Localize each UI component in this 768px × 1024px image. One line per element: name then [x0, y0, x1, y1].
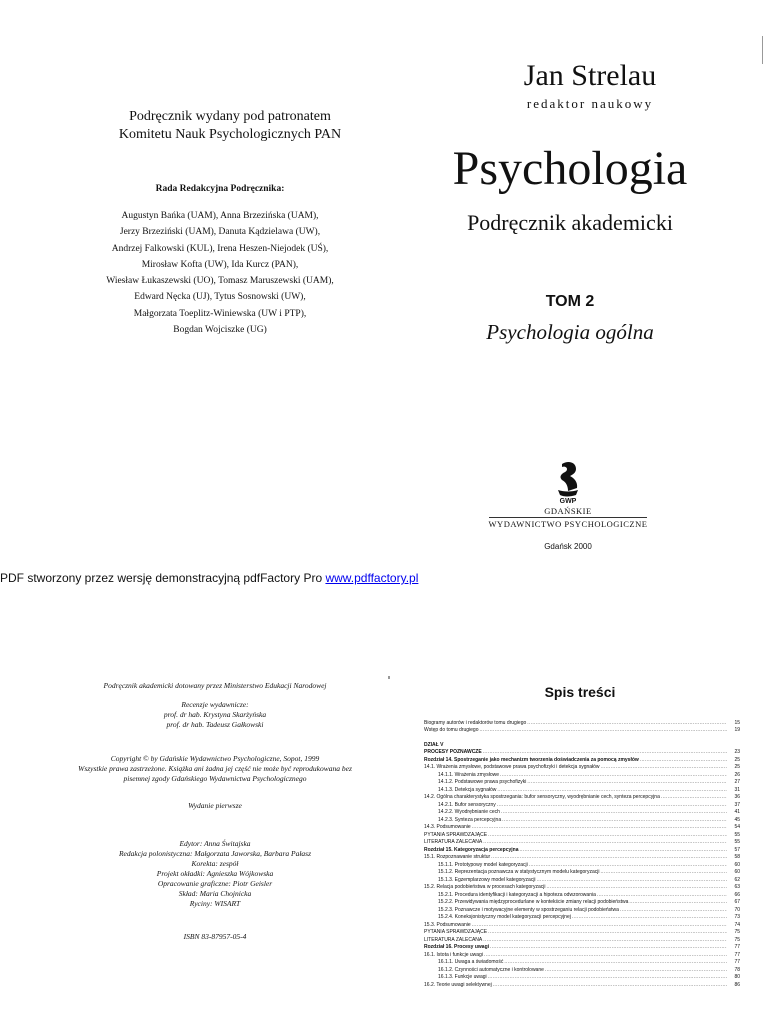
toc-entry-page: 57	[734, 846, 740, 853]
toc-entry	[424, 838, 740, 846]
toc-entry-page: 55	[734, 831, 740, 838]
toc-entry-title: 16.1.2. Czynności automatyczne i kontrolowane	[438, 966, 544, 973]
toc-leader-dots	[597, 892, 727, 898]
publisher-line: WYDAWNICTWO PSYCHOLOGICZNE	[488, 519, 648, 529]
toc-entry-page: 31	[734, 786, 740, 793]
toc-entry-title: PROCESY POZNAWCZE	[424, 749, 482, 755]
board-member-line: Augustyn Bańka (UAM), Anna Brzezińska (UAM),	[121, 211, 319, 221]
toc-entry-title: 14.3. Podsumowanie	[424, 824, 471, 830]
toc-entry-title: PYTANIA SPRAWDZAJĄCE	[424, 929, 488, 935]
toc-entry-page: 60	[734, 861, 740, 868]
toc-entry-page: 77	[734, 951, 740, 958]
copyright-line: Wszystkie prawa zastrzeżone. Książka ani żadna jej część nie może być reprodukowana bez	[78, 764, 352, 773]
toc-entry-page: 27	[734, 779, 740, 785]
author-role: redaktor naukowy	[526, 96, 654, 111]
toc-entry-title: 15.1.2. Reprezentacja poznawcza w statystycznym modelu kategoryzacji	[438, 869, 600, 875]
toc-leader-dots	[537, 877, 727, 883]
toc-entry-title: 14.1.2. Podstawowe prawa psychofizyki	[438, 779, 527, 785]
toc-entry	[424, 800, 740, 808]
toc-leader-dots	[519, 847, 727, 853]
board-member-line: Andrzej Falkowski (KUL), Irena Heszen-Niejodek (UŚ),	[111, 243, 329, 254]
toc-entry	[424, 815, 740, 823]
publication-place-year: Gdańsk 2000	[544, 542, 592, 551]
toc-entry	[424, 793, 740, 801]
toc-leader-dots	[472, 824, 727, 830]
publisher-name	[488, 506, 648, 530]
toc-entry-title: 15.1. Rozpoznawanie struktur	[424, 854, 491, 860]
copyright-line: pisemnej zgody Gdańskiego Wydawnictwa Psychologicznego	[123, 774, 307, 783]
book-subtitle: Podręcznik akademicki	[467, 210, 673, 235]
toc-entry-title: 14.2. Ogólna charakterystyka spostrzegania: bufor sensoryczny, wyodrębnianie cech, synteza percepcyjna	[424, 794, 660, 800]
toc-entry-title: 15.2. Relacja podobieństwa w procesach kategoryzacji	[424, 884, 546, 890]
toc-entry-title: Wstęp do tomu drugiego	[424, 727, 479, 733]
book-title: Psychologia	[452, 142, 688, 195]
toc-entry-page: 86	[734, 981, 740, 988]
credit-line: Korekta: zespół	[191, 859, 239, 868]
isbn: ISBN 83-87957-05-4	[183, 932, 247, 941]
toc-entry-page: 77	[734, 944, 740, 950]
toc-entry-title: Biogramy autorów i redaktorów tomu drugiego	[424, 719, 527, 726]
toc-entry-page: 67	[734, 899, 740, 905]
toc-leader-dots	[490, 944, 727, 950]
toc-entry-title: 16.1. Istota i funkcje uwagi	[424, 951, 483, 958]
toc-entry	[424, 898, 740, 906]
toc-entry	[424, 726, 740, 734]
reviews-title: Recenzje wydawnicze:	[181, 700, 249, 709]
toc-entry-page: 74	[734, 921, 740, 928]
toc-entry-title: PYTANIA SPRAWDZAJĄCE	[424, 831, 488, 838]
toc-entry-title: 15.1.1. Prototypowy model kategoryzacji	[438, 861, 528, 868]
toc-leader-dots	[488, 974, 727, 980]
toc-entry-page: 75	[734, 929, 740, 935]
toc-entry	[424, 860, 740, 868]
toc-entry-page: 41	[734, 809, 740, 815]
toc-leader-dots	[483, 749, 727, 755]
toc-leader-dots	[497, 802, 727, 808]
patronage-line: Komitetu Nauk Psychologicznych PAN	[118, 127, 342, 142]
toc-entry-title: Rozdział 14. Spostrzeganie jako mechanizm tworzenia doświadczenia za pomocą zmysłów	[424, 756, 639, 763]
copyright-block	[40, 754, 390, 784]
toc-entry-title: 16.1.1. Uwaga a świadomość	[438, 959, 504, 965]
toc-entry-page: 77	[734, 959, 740, 965]
toc-entry-page: 37	[734, 801, 740, 808]
toc-leader-dots	[527, 779, 727, 785]
toc-entry-page: 15	[734, 719, 740, 726]
toc-entry-page: 45	[734, 816, 740, 823]
toc-entry-title: 14.1. Wrażenia zmysłowe, podstawowe prawa psychofizyki i detekcja sygnałów	[424, 764, 600, 770]
watermark-text: PDF stworzony przez wersję demonstracyjną pdfFactory Pro	[0, 571, 326, 585]
toc-entry-title: 14.1.3. Detekcja sygnałów	[438, 786, 497, 793]
toc-entry-page: 26	[734, 771, 740, 778]
toc-entry-title: LITERATURA ZALECANA	[424, 936, 483, 943]
credit-line: Projekt okładki: Agnieszka Wójkowska	[156, 869, 274, 878]
toc-entry-page: 80	[734, 974, 740, 980]
toc-entry-page: 36	[734, 794, 740, 800]
publisher-logo	[548, 460, 588, 506]
toc-entry	[424, 920, 740, 928]
toc-leader-dots	[479, 727, 727, 733]
toc-entry-page: 60	[734, 869, 740, 875]
toc-leader-dots	[488, 832, 727, 838]
toc-entry-page: 78	[734, 966, 740, 973]
pdf-watermark	[0, 571, 420, 585]
toc-entry-page: 75	[734, 936, 740, 943]
toc-entry-page: 58	[734, 854, 740, 860]
toc-entry-title: 15.1.3. Egzemplarzowy model kategoryzacji	[438, 876, 536, 883]
toc-entry-page: 54	[734, 824, 740, 830]
volume-title: Psychologia ogólna	[486, 320, 654, 344]
toc-entry	[424, 905, 740, 913]
toc-leader-dots	[501, 809, 727, 815]
toc-leader-dots	[472, 922, 727, 928]
toc-entry-page: 19	[734, 727, 740, 733]
toc-entry-title: LITERATURA ZALECANA	[424, 839, 483, 845]
toc-entry-page: 55	[734, 839, 740, 845]
toc-leader-dots	[600, 869, 727, 875]
copyright-line: Copyright © by Gdańskie Wydawnictwo Psychologiczne, Sopot, 1999	[110, 754, 320, 763]
toc-entry	[424, 875, 740, 883]
toc-entry	[424, 845, 740, 853]
credits-block	[40, 839, 390, 909]
toc-leader-dots	[529, 862, 727, 868]
toc-entry	[424, 928, 740, 936]
toc-entry	[424, 868, 740, 876]
credit-line: Edytor: Anna Świtajska	[179, 839, 251, 848]
reviewer: prof. dr hab. Krystyna Skarżyńska	[163, 710, 267, 719]
toc-leader-dots	[572, 914, 727, 920]
toc-leader-dots	[483, 839, 727, 845]
toc-entry-page: 73	[734, 914, 740, 920]
toc-entry	[424, 830, 740, 838]
toc-entry-title: Rozdział 15. Kategoryzacja percepcyjna	[424, 846, 519, 853]
funding-note: Podręcznik akademicki dotowany przez Ministerstwo Edukacji Narodowej	[103, 681, 327, 690]
toc-entry-title: 14.1.1. Wrażenia zmysłowe	[438, 771, 500, 778]
publisher-line: GDAŃSKIE	[544, 506, 592, 516]
board-member-line: Bogdan Wojciszke (UG)	[173, 325, 267, 336]
credit-line: Opracowanie graficzne: Piotr Geisler	[157, 879, 273, 888]
reviews-block	[40, 700, 390, 730]
toc-entry	[424, 883, 740, 891]
toc-entry-title: 15.2.3. Poznawcze i motywacyjne elementy w spostrzeganiu relacji podobieństwa	[438, 906, 619, 913]
toc-entry	[424, 973, 740, 981]
toc-leader-dots	[497, 787, 727, 793]
toc-entry-title: 16.2. Teorie uwagi selektywnej	[424, 981, 492, 988]
toc-entry-title: Rozdział 16. Procesy uwagi	[424, 944, 490, 950]
toc-entry	[424, 808, 740, 816]
toc-leader-dots	[493, 982, 727, 988]
toc-entry	[424, 770, 740, 778]
credit-line: Redakcja polonistyczna: Małgorzata Jaworska, Barbara Pałasz	[118, 849, 312, 858]
toc-entry	[424, 965, 740, 973]
toc-leader-dots	[629, 899, 727, 905]
toc-entry	[424, 943, 740, 951]
toc-entry	[424, 740, 740, 748]
book-author: Jan Strelau	[523, 59, 657, 92]
board-member-line: Małgorzata Toeplitz-Winiewska (UW i PTP),	[133, 308, 307, 319]
toc-entry-page: 62	[734, 876, 740, 883]
toc-entry	[424, 755, 740, 763]
toc-entry-page: 23	[734, 749, 740, 755]
toc-leader-dots	[500, 772, 727, 778]
toc-entry-title: 16.1.3. Funkcje uwagi	[438, 974, 487, 980]
toc-leader-dots	[502, 817, 727, 823]
table-of-contents	[424, 718, 740, 988]
toc-entry-page: 25	[734, 756, 740, 763]
page-edge-mark	[388, 676, 390, 679]
toc-leader-dots	[488, 929, 727, 935]
toc-entry	[424, 950, 740, 958]
editorial-board-members	[60, 208, 380, 338]
toc-leader-dots	[484, 952, 727, 958]
credit-line: Ryciny: WISART	[189, 899, 241, 908]
toc-leader-dots	[527, 720, 727, 726]
toc-entry-title: 14.2.3. Synteza percepcyjna	[438, 816, 502, 823]
toc-entry-page: 63	[734, 884, 740, 890]
credit-line: Skład: Maria Chojnicka	[178, 889, 252, 898]
board-member-line: Edward Nęcka (UJ), Tytus Sosnowski (UW),	[134, 292, 306, 303]
pdffactory-link[interactable]: www.pdffactory.pl	[325, 571, 419, 585]
toc-entry	[424, 823, 740, 831]
toc-entry	[424, 913, 740, 921]
page-edge-mark	[762, 36, 763, 64]
patronage-line: Podręcznik wydany pod patronatem	[129, 109, 331, 124]
toc-leader-dots	[546, 884, 727, 890]
edition-note: Wydanie pierwsze	[188, 801, 242, 810]
toc-entry	[424, 778, 740, 786]
editorial-board-title: Rada Redakcyjna Podręcznika:	[155, 184, 285, 194]
volume-number: TOM 2	[545, 293, 595, 310]
board-member-line: Jerzy Brzeziński (UAM), Danuta Kądzielawa (UW),	[119, 227, 321, 238]
toc-entry-title: 15.2.2. Przewidywania międzyprocedurlane w kontekście zmiany relacji podobieństwa	[438, 899, 629, 905]
toc-entry	[424, 785, 740, 793]
reviewer: prof. dr hab. Tadeusz Gałkowski	[166, 720, 264, 729]
toc-entry-page: 66	[734, 891, 740, 898]
toc-leader-dots	[640, 757, 727, 763]
toc-leader-dots	[504, 959, 727, 965]
toc-entry-title: 15.2.4. Koneksjonistyczny model kategoryzacji percepcyjnej	[438, 914, 571, 920]
toc-entry	[424, 890, 740, 898]
toc-entry-title: DZIAŁ V	[424, 741, 444, 748]
toc-leader-dots	[620, 907, 727, 913]
toc-leader-dots	[491, 854, 727, 860]
toc-entry	[424, 980, 740, 988]
toc-entry-title: 15.2.1. Procedura identyfikacji i kategoryzacji a hipoteza odwzorowania	[438, 891, 596, 898]
logo-text: GWP	[559, 498, 577, 505]
board-member-line: Mirosław Kofta (UW), Ida Kurcz (PAN),	[141, 259, 299, 270]
toc-heading: Spis treści	[544, 684, 616, 700]
board-member-line: Wiesław Łukaszewski (UO), Tomasz Maruszewski (UAM),	[106, 276, 334, 287]
toc-entry-page: 70	[734, 906, 740, 913]
toc-leader-dots	[483, 937, 727, 943]
toc-leader-dots	[601, 764, 727, 770]
toc-entry	[424, 748, 740, 756]
toc-entry	[424, 718, 740, 726]
toc-entry	[424, 958, 740, 966]
toc-leader-dots	[545, 967, 727, 973]
toc-entry-title: 15.3. Podsumowanie	[424, 921, 471, 928]
toc-entry-page: 25	[734, 764, 740, 770]
toc-entry	[424, 935, 740, 943]
toc-leader-dots	[661, 794, 727, 800]
toc-entry	[424, 763, 740, 771]
toc-entry-title: 14.2.2. Wyodrębnianie cech	[438, 809, 500, 815]
toc-entry	[424, 853, 740, 861]
toc-entry-title: 14.2.1. Bufor sensoryczny	[438, 801, 496, 808]
patronage-note	[70, 108, 390, 144]
